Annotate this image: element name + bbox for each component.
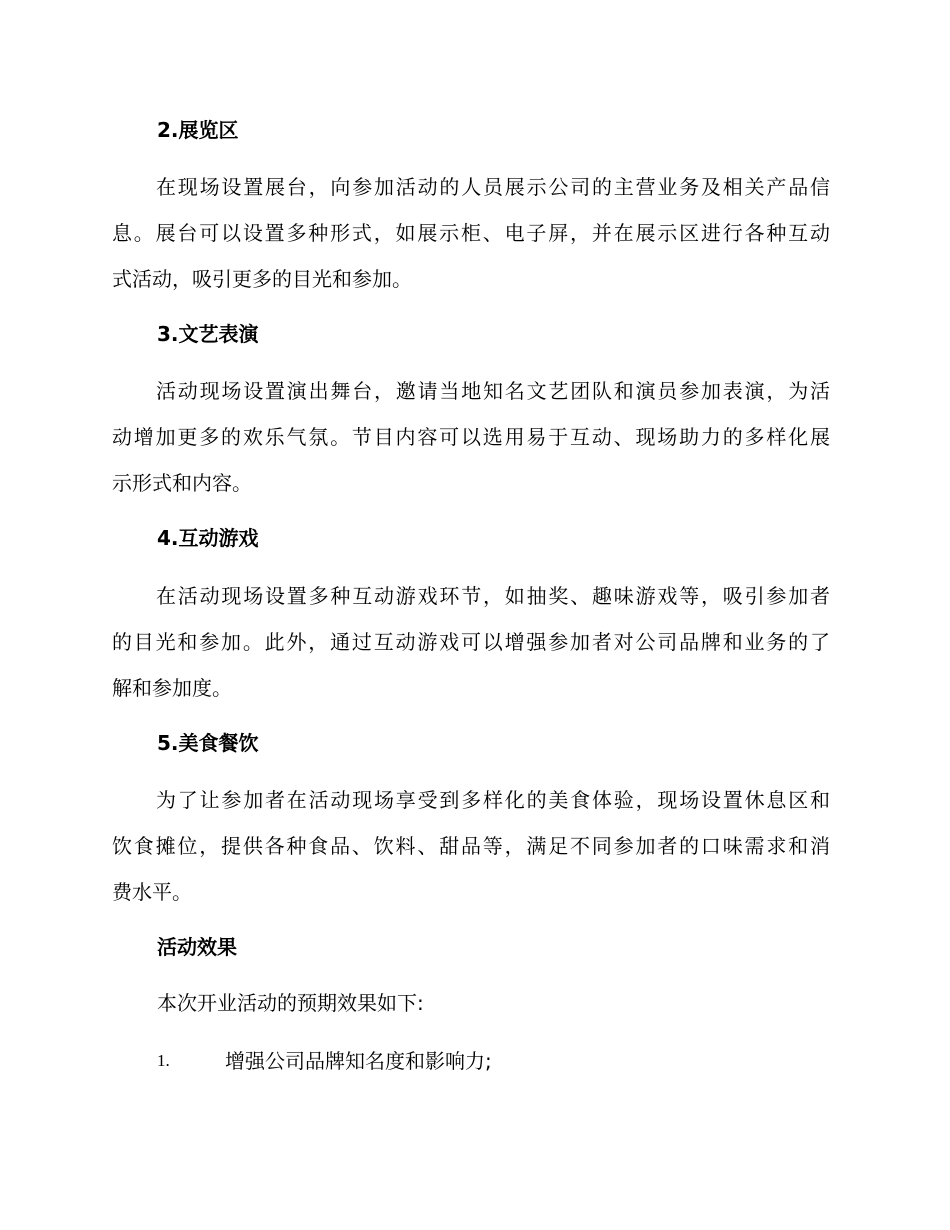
paragraph-line: 在活动现场设置多种互动游戏环节，如抽奖、趣味游戏等，吸引参加者 xyxy=(156,584,830,608)
section-paragraph xyxy=(112,368,830,506)
paragraph-line: 为了让参加者在活动现场享受到多样化的美食体验，现场设置休息区和 xyxy=(156,788,830,812)
paragraph-line: 费水平。 xyxy=(112,880,192,904)
paragraph-line: 的目光和参加。此外，通过互动游戏可以增强参加者对公司品牌和业务的了 xyxy=(112,630,830,654)
section-heading: 4.互动游戏 xyxy=(157,526,259,550)
paragraph-line: 动增加更多的欢乐气氛。节目内容可以选用易于互动、现场助力的多样化展 xyxy=(112,425,830,449)
list-number: 1. xyxy=(157,1051,170,1070)
paragraph-line: 在现场设置展台，向参加活动的人员展示公司的主营业务及相关产品信 xyxy=(156,175,830,199)
section-paragraph xyxy=(112,164,830,302)
paragraph-line: 解和参加度。 xyxy=(112,676,232,700)
paragraph-line: 示形式和内容。 xyxy=(112,471,252,495)
effects-intro: 本次开业活动的预期效果如下: xyxy=(157,991,424,1015)
section-heading: 5.美食餐饮 xyxy=(157,731,259,755)
list-text: 增强公司品牌知名度和影响力; xyxy=(225,1049,492,1073)
section-paragraph xyxy=(112,573,830,711)
paragraph-line: 式活动，吸引更多的目光和参加。 xyxy=(112,267,412,291)
section-paragraph xyxy=(112,777,830,915)
paragraph-line: 活动现场设置演出舞台，邀请当地知名文艺团队和演员参加表演，为活 xyxy=(156,379,830,403)
paragraph-line: 饮食摊位，提供各种食品、饮料、甜品等，满足不同参加者的口味需求和消 xyxy=(112,834,830,858)
section-heading: 2.展览区 xyxy=(157,118,239,142)
section-heading: 3.文艺表演 xyxy=(157,322,259,346)
effects-heading: 活动效果 xyxy=(157,935,237,959)
paragraph-line: 息。展台可以设置多种形式，如展示柜、电子屏，并在展示区进行各种互动 xyxy=(112,221,830,245)
